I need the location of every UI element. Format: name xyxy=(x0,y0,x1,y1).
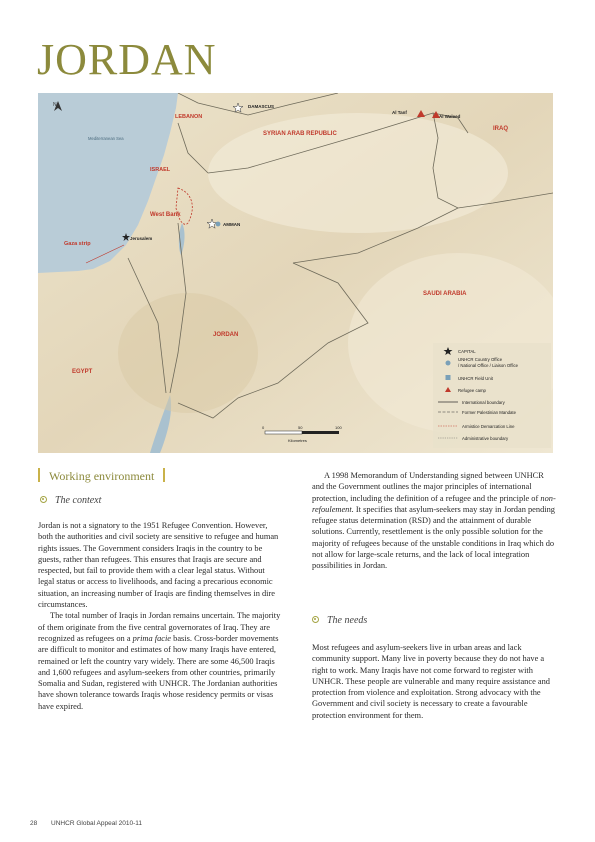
scale-hundred: 100 xyxy=(335,425,342,430)
map-legend xyxy=(433,343,551,448)
label-jerusalem: Jerusalem xyxy=(130,236,153,241)
context-heading-text: The context xyxy=(55,495,102,506)
right-column-top xyxy=(312,470,557,572)
mou-paragraph: A 1998 Memorandum of Understanding signed between UNHCR and the Government outlines the major principles of international protection, including the definition of a refugee and the principle of non-refoulement. It specifies that asylum-seekers may stay in Jordan pending refugee status determination (RSD) and the attainment of durable solutions. Currently, resettlement is the only possible solution for the majority of refugees because of the unstable conditions in Iraq which do not allow for large-scale returns, and the lack of local integration possibilities in Jordan. xyxy=(312,471,556,571)
label-gaza: Gaza strip xyxy=(64,241,91,247)
legend-palestinian-mandate: Former Palestinian Mandate xyxy=(462,410,516,415)
label-al-waleed: Al Waleed xyxy=(439,114,461,119)
context-paragraph-1: Jordan is not a signatory to the 1951 Refugee Convention. However, both the authorities and civil society are sensitive to refugee and human rights issues. The Government considers Iraqis in the country to be guests, rather than refugees. This ensures that Iraqis are secure and respected, but fail to provide them with a clear legal status. Without legal status or access to livelihoods, and facing a precarious economic situation, an increasing number of Iraqis are finding themselves in dire circumstances. xyxy=(38,521,279,610)
right-column-bottom xyxy=(312,642,557,721)
label-egypt: EGYPT xyxy=(72,369,93,375)
context-heading xyxy=(40,495,101,506)
north-label: N xyxy=(53,102,57,108)
legend-field-unit-icon xyxy=(446,375,451,380)
bullet-icon xyxy=(312,616,319,623)
page-title: JORDAN xyxy=(37,35,217,84)
left-column xyxy=(38,520,283,712)
label-amman: AMMAN xyxy=(223,222,241,227)
scale-unit: Kilometres xyxy=(288,438,307,443)
heading-bar-right xyxy=(163,468,165,482)
legend-armistice: Armistice Demarcation Line xyxy=(462,424,515,429)
legend-refugee-camp: Refugee camp xyxy=(458,388,486,393)
legend-field-unit: UNHCR Field Unit xyxy=(458,376,493,381)
terrain-shade xyxy=(208,113,508,233)
bullet-icon xyxy=(40,496,47,503)
label-med-sea: Mediterranean Sea xyxy=(88,136,124,141)
needs-heading xyxy=(312,615,367,626)
legend-capital: CAPITAL xyxy=(458,349,476,354)
publication-title: UNHCR Global Appeal 2010-11 xyxy=(51,820,142,827)
label-syria: SYRIAN ARAB REPUBLIC xyxy=(263,131,337,137)
label-iraq: IRAQ xyxy=(493,126,508,132)
page-number: 28 xyxy=(30,820,38,827)
label-damascus: DAMASCUS xyxy=(248,104,275,109)
legend-intl-boundary: International boundary xyxy=(462,400,505,405)
legend-country-office-icon xyxy=(446,361,451,366)
scale-zero: 0 xyxy=(262,425,265,430)
needs-heading-text: The needs xyxy=(327,615,368,626)
label-west-bank: West Bank xyxy=(150,212,181,218)
legend-admin: Administrative boundary xyxy=(462,436,509,441)
label-al-tanf: Al Tanf xyxy=(392,110,407,115)
label-lebanon: LEBANON xyxy=(175,114,203,120)
label-saudi: SAUDI ARABIA xyxy=(423,291,467,297)
page-footer xyxy=(30,820,154,827)
heading-bar-left xyxy=(38,468,40,482)
context-paragraph-2: The total number of Iraqis in Jordan remains uncertain. The majority of them originate from the five central governorates of Iraq. They are recognized as refugees on a prima facie basis. Cross-border movements are difficult to monitor and estimates of how many Iraqis have entered, remained or left the country vary widely. There are some 46,500 Iraqis and 1,600 refugees and asylum-seekers from other countries, primarily Somalia and Sudan, registered with UNHCR. The Jordanian authorities have shown tolerance towards Iraqis whose residency permits or visas have expired. xyxy=(38,611,281,711)
legend-country-office-2: / National Office / Liaison Office xyxy=(458,363,519,368)
scale-fifty: 50 xyxy=(298,425,303,430)
needs-paragraph: Most refugees and asylum-seekers live in urban areas and lack community support. Many live in poverty because they do not have a right to work. Many Iraqis have not come forward to register with UNHCR. These people are vulnerable and many require assistance and protection from violence and exploitation. Strong advocacy with the Government and civil society is necessary to create a favourable protection environment for them. xyxy=(312,643,550,720)
field-unit-icon xyxy=(216,222,221,227)
jordan-map xyxy=(38,93,553,453)
section-heading-text: Working environment xyxy=(49,469,155,483)
label-jordan: JORDAN xyxy=(213,332,239,338)
label-israel: ISRAEL xyxy=(150,167,171,173)
terrain-shade xyxy=(118,293,258,413)
section-heading xyxy=(38,468,165,484)
legend-country-office: UNHCR Country Office xyxy=(458,357,503,362)
